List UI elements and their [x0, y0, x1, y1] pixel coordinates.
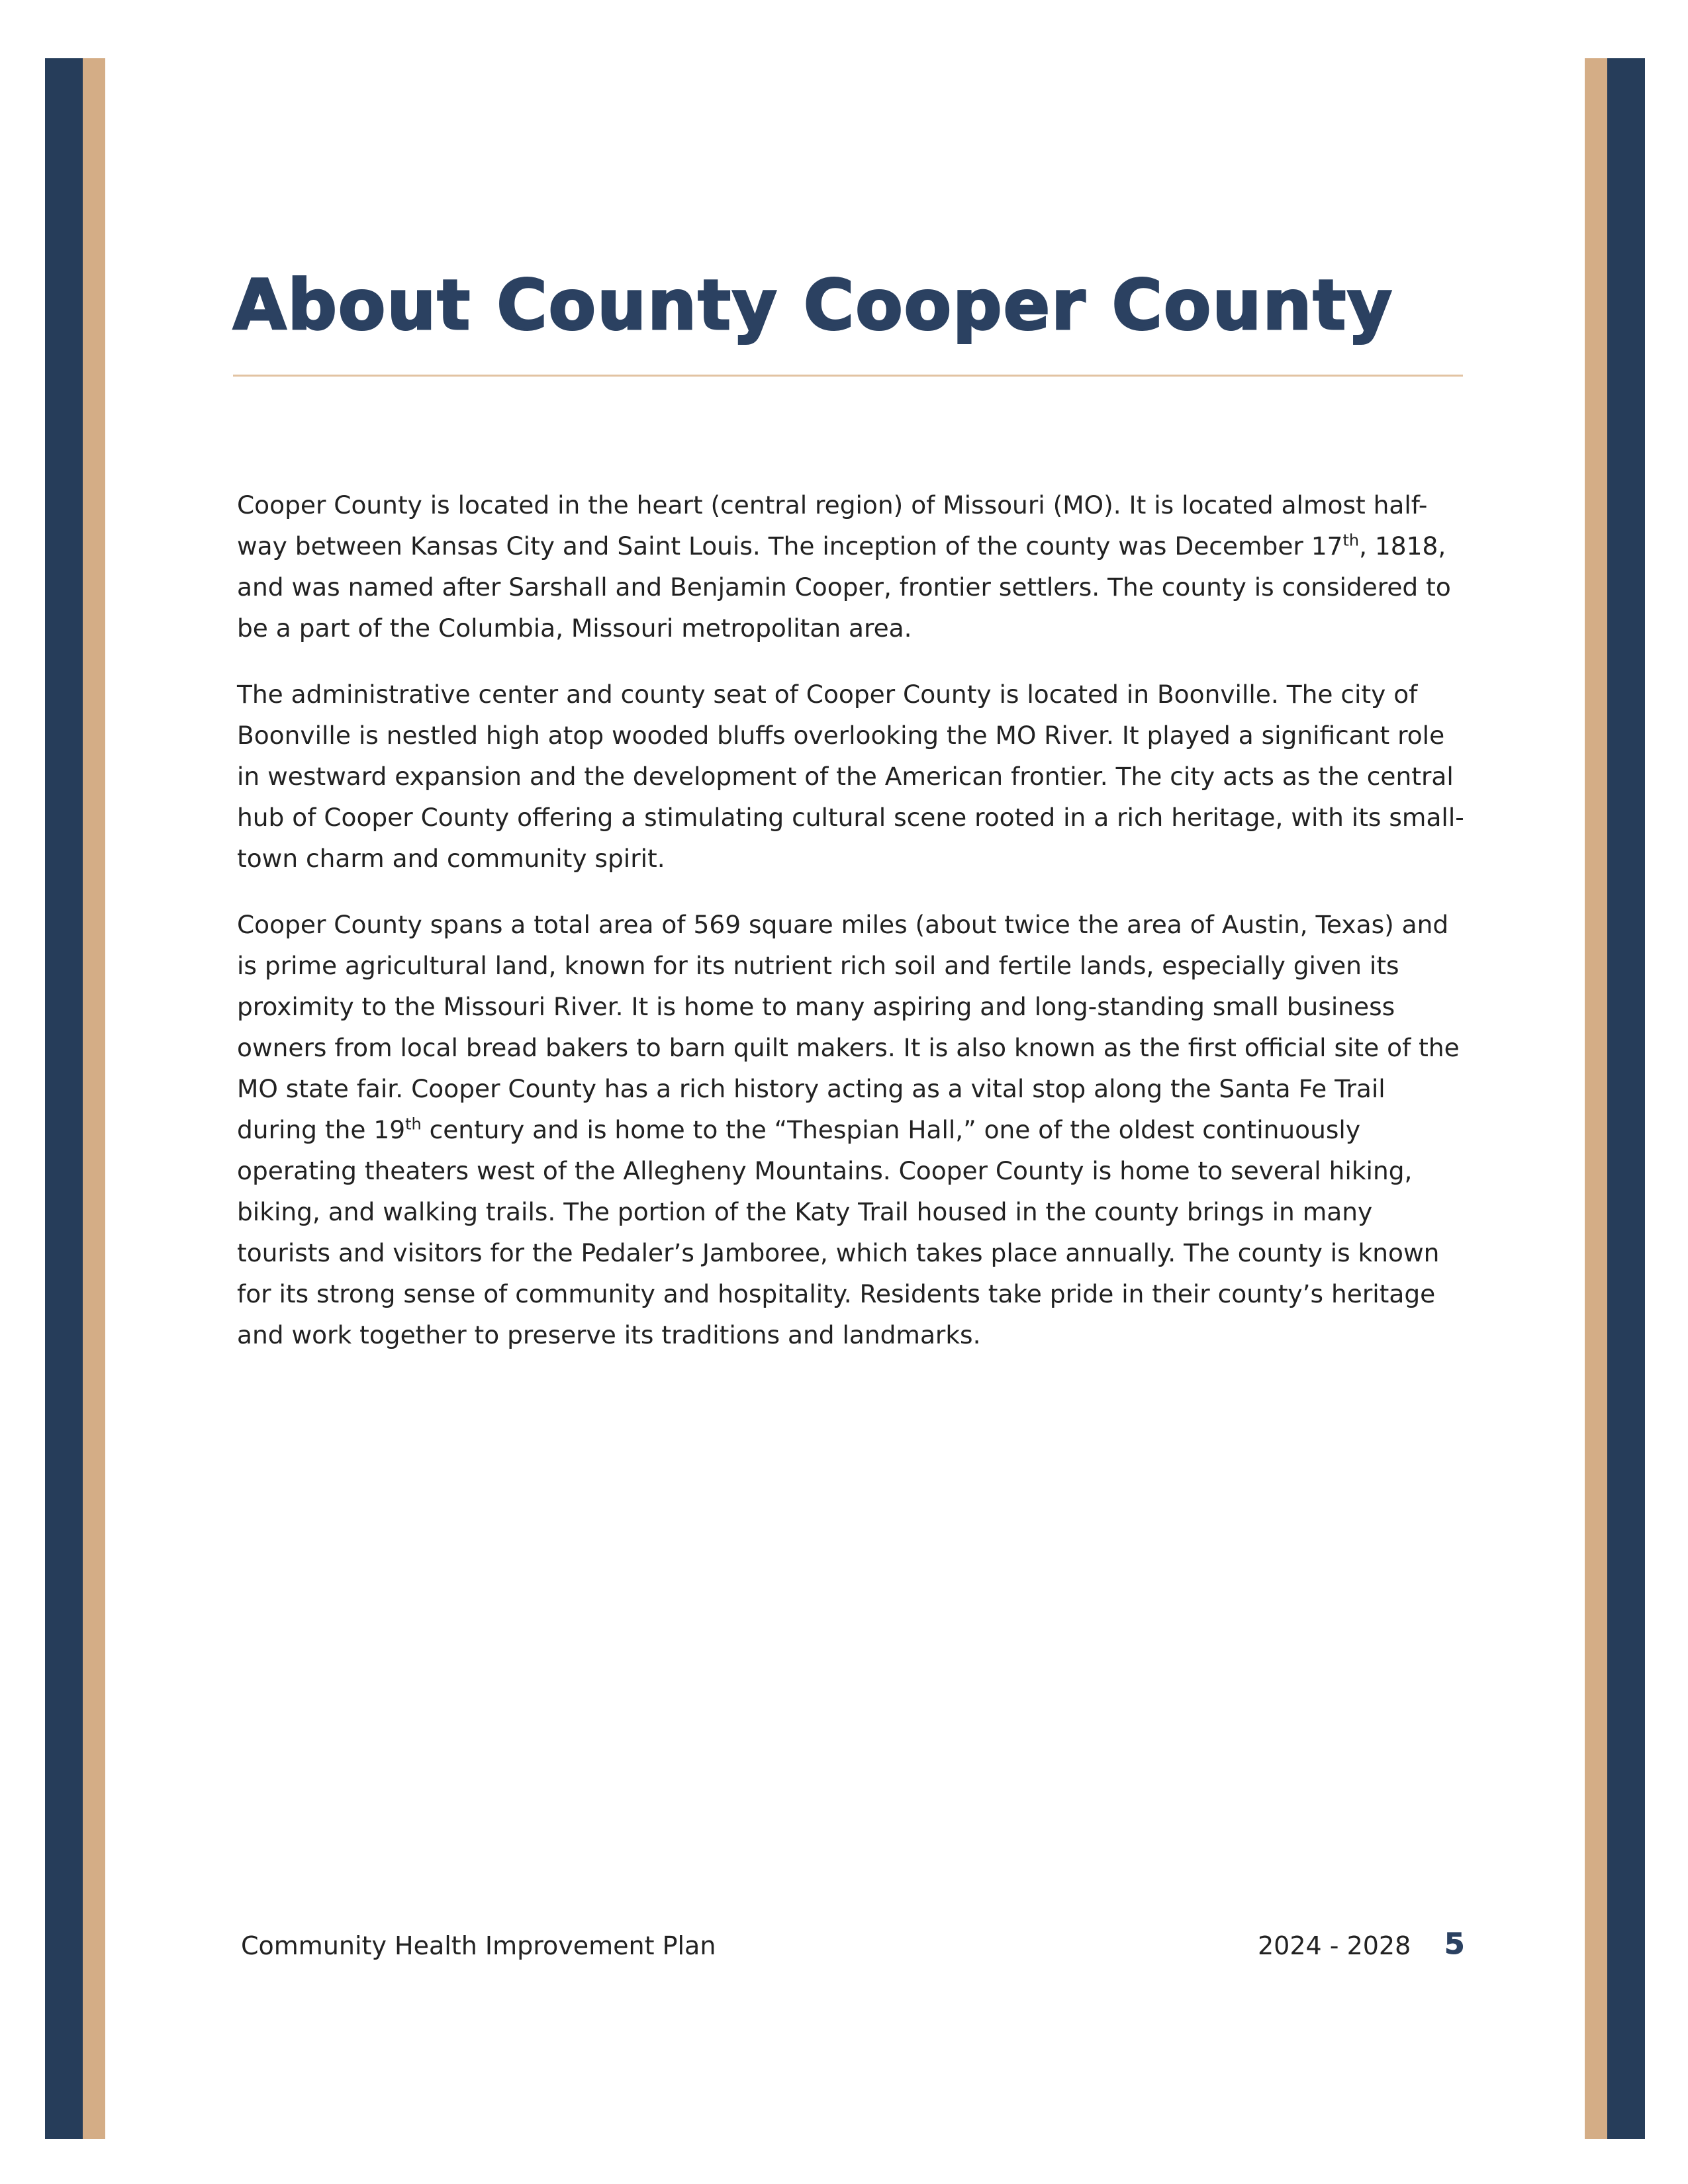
- paragraph-geography-part-b: century and is home to the “Thespian Hall,” one of the oldest continuously operating theaters west of the Allegheny Mountains. Cooper County is home to several hiking, biking, and walking trails. The portion of the Katy Trail housed in the county brings in many tourists and visitors for the Pedaler’s Jamboree, which takes place annually. The county is known for its strong sense of community and hospitality. Residents take pride in their county’s heritage and work together to preserve its traditions and landmarks.: [237, 1115, 1440, 1349]
- superscript-th: th: [405, 1115, 422, 1134]
- left-navy-border: [45, 58, 83, 2139]
- page-title: About County Cooper County: [233, 265, 1393, 345]
- paragraph-history-part-b: , 1818, and was named after Sarshall and Benjamin Cooper, frontier settlers. The county is considered to be a part of the Columbia, Missouri metropolitan area.: [237, 531, 1451, 643]
- superscript-th: th: [1342, 531, 1360, 550]
- footer-document-title: Community Health Improvement Plan: [241, 1931, 716, 1960]
- right-navy-border: [1607, 58, 1645, 2139]
- body-text: [237, 484, 1468, 1381]
- paragraph-history: [237, 484, 1468, 649]
- paragraph-history-part-a: Cooper County is located in the heart (central region) of Missouri (MO). It is located almost half-way between Kansas City and Saint Louis. The inception of the county was December 17: [237, 490, 1428, 561]
- paragraph-boonville: The administrative center and county seat of Cooper County is located in Boonville. The city of Boonville is nestled high atop wooded bluffs overlooking the MO River. It played a significant role in westward expansion and the development of the American frontier. The city acts as the central hub of Cooper County offering a stimulating cultural scene rooted in a rich heritage, with its small-town charm and community spirit.: [237, 680, 1464, 873]
- right-tan-border: [1585, 58, 1607, 2139]
- paragraph-geography: [237, 904, 1468, 1355]
- footer-years: 2024 - 2028: [1258, 1931, 1411, 1960]
- title-divider: [233, 375, 1463, 377]
- page-number: 5: [1444, 1927, 1465, 1961]
- left-tan-border: [83, 58, 105, 2139]
- paragraph-geography-part-a: Cooper County spans a total area of 569 square miles (about twice the area of Austin, Texas) and is prime agricultural land, known for its nutrient rich soil and fertile lands, especially given its proximity to the Missouri River. It is home to many aspiring and long-standing small business owners from local bread bakers to barn quilt makers. It is also known as the first official site of the MO state fair. Cooper County has a rich history acting as a vital stop along the Santa Fe Trail during the 19: [237, 910, 1460, 1144]
